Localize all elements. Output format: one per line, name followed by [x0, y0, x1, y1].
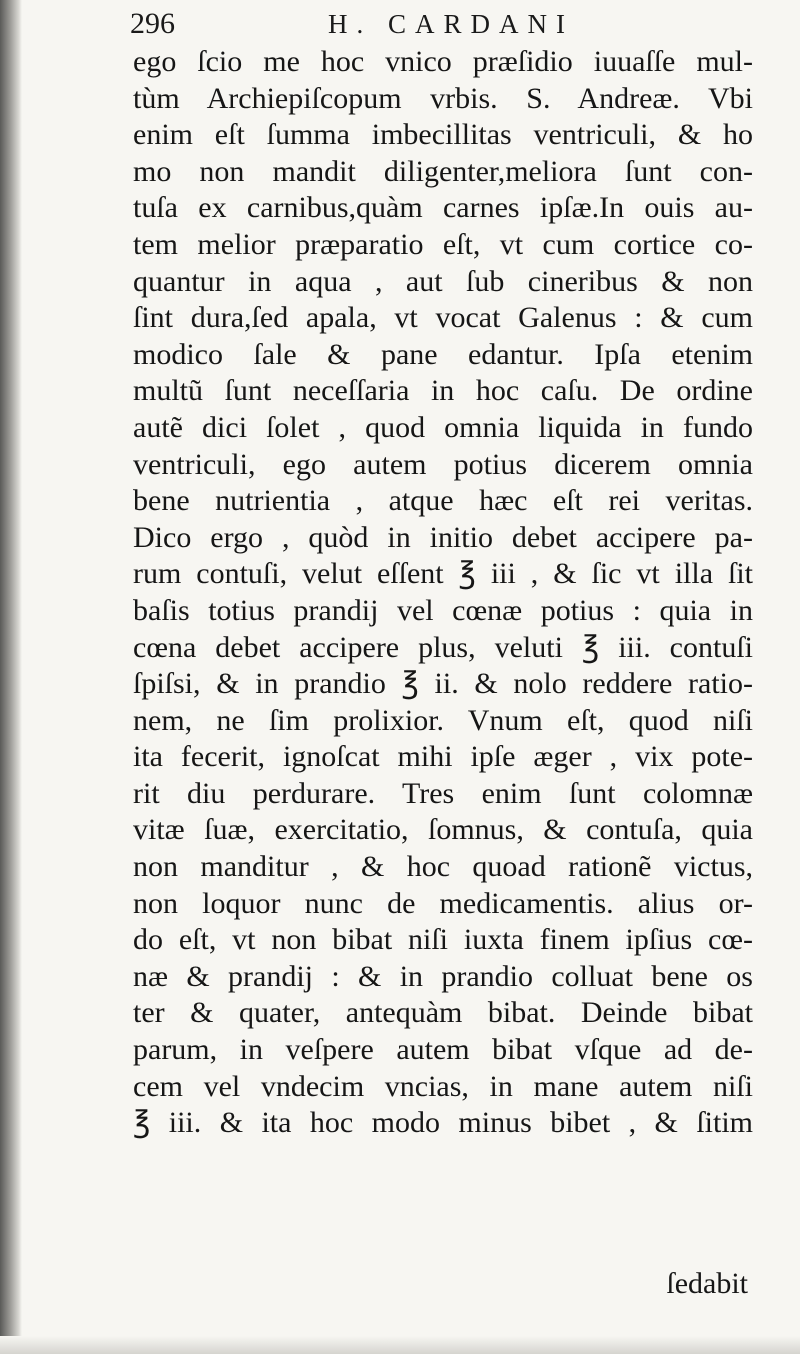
text-line: ſpiſsi, & in prandio ℥ ii. & nolo reddere ratio- — [133, 667, 753, 701]
text-line: rum contuſi, velut eſſent ℥ iii , & ſic vt illa ſit — [133, 557, 753, 591]
text-line: baſis totius prandij vel cœnæ potius : quia in — [133, 593, 753, 627]
text-line: cem vel vndecim vncias, in mane autem niſi — [133, 1069, 753, 1103]
text-line: enim eſt ſumma imbecillitas ventriculi, & ho — [133, 118, 753, 152]
text-line: multũ ſunt neceſſaria in hoc caſu. De ordine — [133, 374, 753, 408]
text-line: ego ſcio me hoc vnico præſidio iuuaſſe mul- — [133, 45, 753, 78]
text-line: quantur in aqua , aut ſub cineribus & non — [133, 264, 753, 298]
text-line: ita fecerit, ignoſcat mihi ipſe æger , vix pote- — [133, 740, 753, 774]
text-line: Dico ergo , quòd in initio debet accipere pa- — [133, 520, 753, 554]
text-line: ter & quater, antequàm bibat. Deinde bibat — [133, 996, 753, 1030]
text-line: non loquor nunc de medicamentis. alius or- — [133, 886, 753, 920]
text-line: nem, ne ſim prolixior. Vnum eſt, quod niſi — [133, 703, 753, 737]
text-line: parum, in veſpere autem bibat vſque ad de- — [133, 1033, 753, 1067]
text-line: non manditur , & hoc quoad rationẽ victus, — [133, 850, 753, 884]
page-bottom-edge — [0, 1336, 800, 1354]
running-head — [130, 4, 750, 44]
text-line: cœna debet accipere plus, veluti ℥ iii. contuſi — [133, 630, 753, 664]
page-gutter-shadow — [0, 0, 22, 1354]
catchword: ſedabit — [666, 1267, 748, 1300]
text-line: vitæ ſuæ, exercitatio, ſomnus, & contuſa, quia — [133, 813, 753, 847]
page-number: 296 — [130, 7, 175, 40]
text-line: næ & prandij : & in prandio colluat bene os — [133, 959, 753, 993]
text-line: rit diu perdurare. Tres enim ſunt colomnæ — [133, 776, 753, 810]
text-line: tuſa ex carnibus,quàm carnes ipſæ.In ouis au- — [133, 191, 753, 225]
text-line: ℥ iii. & ita hoc modo minus bibet , & ſitim — [133, 1106, 753, 1140]
text-line: tùm Archiepiſcopum vrbis. S. Andreæ. Vbi — [133, 81, 753, 115]
text-line: tem melior præparatio eſt, vt cum cortice co- — [133, 227, 753, 261]
running-title: H. CARDANI — [328, 9, 575, 39]
text-line: bene nutrientia , atque hæc eſt rei veritas. — [133, 484, 753, 518]
text-line: ſint dura,ſed apala, vt vocat Galenus : & cum — [133, 301, 753, 335]
text-line: modico ſale & pane edantur. Ipſa etenim — [133, 337, 753, 371]
text-line: autẽ dici ſolet , quod omnia liquida in fundo — [133, 410, 753, 444]
text-line: mo non mandit diligenter,meliora ſunt con- — [133, 154, 753, 188]
text-line: ventriculi, ego autem potius dicerem omnia — [133, 447, 753, 481]
text-line: do eſt, vt non bibat niſi iuxta finem ipſius cœ- — [133, 923, 753, 957]
body-text — [133, 44, 753, 1142]
